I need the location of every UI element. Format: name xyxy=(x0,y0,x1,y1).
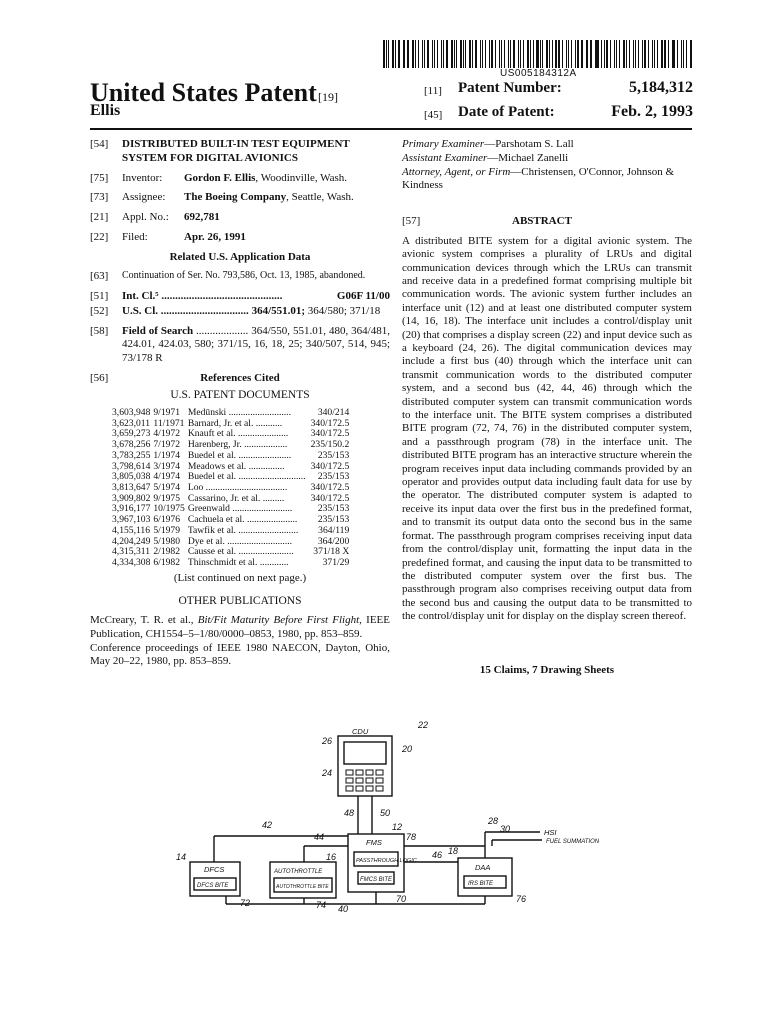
abstract-header: [57] ABSTRACT xyxy=(402,215,572,227)
patent-num: 4,315,311 xyxy=(112,546,151,558)
patent-name: Harenberg, Jr. .................. xyxy=(187,439,288,451)
date-code: [45] xyxy=(424,109,443,121)
patent-date: 6/1982 xyxy=(153,557,181,569)
int-cl-value: G06F 11/00 xyxy=(336,290,390,302)
ref-number: 48 xyxy=(344,808,355,818)
publication-1: McCreary, T. R. et al., Bit/Fit Maturity Before First Flight, IEEE Publication, CH1554–5–1/80/0000–0853, 1980, pp. 853–859. xyxy=(90,614,390,640)
patent-references-table xyxy=(112,408,352,569)
patent-name: Greenwald ......................... xyxy=(187,503,293,515)
barcode-bar xyxy=(422,40,424,68)
ref-number: 42 xyxy=(262,820,273,830)
ref-number: 20 xyxy=(402,744,413,754)
barcode-bar xyxy=(513,40,515,68)
barcode-bar xyxy=(575,40,576,68)
patent-num: 4,334,308 xyxy=(112,557,151,569)
patent-name: Buedel et al. ............................ xyxy=(187,471,306,483)
barcode-bar xyxy=(395,40,396,68)
patent-date: 11/1971 xyxy=(153,417,185,429)
barcode-bar xyxy=(626,40,627,68)
daa-label: DAA xyxy=(475,863,491,872)
barcode-bar xyxy=(392,40,394,68)
patent-cls: 340/172.5 xyxy=(310,460,350,472)
other-publications-heading: OTHER PUBLICATIONS xyxy=(178,594,302,607)
barcode-bar xyxy=(415,40,416,68)
barcode-bar xyxy=(596,40,598,68)
date-row xyxy=(424,106,442,122)
cdu-screen xyxy=(344,742,386,764)
list-continued: (List continued on next page.) xyxy=(173,571,307,584)
barcode-bar xyxy=(690,40,692,68)
barcode-bar xyxy=(555,40,557,68)
barcode-bar xyxy=(540,40,541,68)
barcode-bar xyxy=(499,40,501,68)
ref-number: 76 xyxy=(516,894,527,904)
fuel-label: FUEL SUMMATION xyxy=(546,839,600,845)
patent-num: 3,798,614 xyxy=(112,460,151,472)
barcode-bar xyxy=(606,40,608,68)
barcode-bar xyxy=(465,40,466,68)
header-rule xyxy=(90,128,692,130)
patent-date: 6/1976 xyxy=(153,514,181,526)
barcode-bar xyxy=(510,40,511,68)
ref-number: 46 xyxy=(432,850,443,860)
passthrough-label: PASSTHROUGH LOGIC xyxy=(356,858,417,864)
barcode-bar xyxy=(614,40,616,68)
barcode-bar xyxy=(644,40,646,68)
inventor-name: Gordon F. Ellis xyxy=(184,171,256,184)
system-diagram xyxy=(170,712,610,912)
assignee-name: The Boeing Company xyxy=(184,191,287,204)
us-cl-value: 364/551.01; xyxy=(251,304,306,317)
related-heading: Related U.S. Application Data xyxy=(169,250,311,263)
patent-cls: 235/153 xyxy=(317,514,350,526)
patent-num: 4,204,249 xyxy=(112,535,151,547)
patent-number: 5,184,312 xyxy=(629,79,693,96)
patent-cls: 371/18 X xyxy=(313,546,350,558)
irs-bite-label: IRS BITE xyxy=(468,881,494,887)
barcode-bar xyxy=(683,40,685,68)
barcode-bar xyxy=(533,40,534,68)
ref-number: 40 xyxy=(338,904,349,912)
patent-num: 3,805,038 xyxy=(112,471,151,483)
patent-date: 3/1974 xyxy=(153,460,181,472)
ref-number: 50 xyxy=(380,808,391,818)
dfcs-bite-label: DFCS BITE xyxy=(197,883,229,889)
patent-num: 3,909,802 xyxy=(112,492,151,504)
barcode-bar xyxy=(654,40,656,68)
title-field: [54] DISTRIBUTED BUILT-IN TEST EQUIPMENT SYSTEM FOR DIGITAL AVIONICS xyxy=(90,138,390,166)
fmcs-bite-label: FMCS BITE xyxy=(360,877,393,883)
barcode-bar xyxy=(668,40,669,68)
barcode-bar xyxy=(441,40,442,68)
barcode-bar xyxy=(398,40,400,68)
barcode-bar xyxy=(619,40,620,68)
ref-number: 12 xyxy=(392,822,403,832)
ref-number: 18 xyxy=(448,846,459,856)
assignee-field: [73] Assignee: The Boeing Company, Seattle, Wash. xyxy=(90,191,354,204)
refs-field: [56] References Cited xyxy=(90,372,390,386)
right-column xyxy=(402,138,692,677)
patent-name: Thinschmidt et al. ............ xyxy=(187,557,289,569)
patent-name: Knauft et al. ..................... xyxy=(187,428,289,440)
patent-number-label: Patent Number: xyxy=(458,80,562,96)
patent-date: 4/1974 xyxy=(153,471,181,483)
ref-number: 28 xyxy=(488,816,499,826)
patent-name: Buedel et al. ...................... xyxy=(187,449,292,461)
patent-reference-row xyxy=(112,451,352,462)
patent-num: 4,155,116 xyxy=(112,524,151,536)
patent-cls: 340/172.5 xyxy=(310,417,350,429)
barcode-bar xyxy=(571,40,572,68)
barcode-bar xyxy=(520,40,521,68)
barcode-bar xyxy=(482,40,483,68)
patent-num: 3,678,256 xyxy=(112,439,151,451)
patent-name: Loo .................................. xyxy=(187,482,288,494)
ref-number: 26 xyxy=(322,736,333,746)
barcode-bar xyxy=(549,40,550,68)
country-title: United States Patent xyxy=(90,78,317,107)
barcode-bar xyxy=(677,40,678,68)
barcode-bar xyxy=(432,40,433,68)
barcode-bar xyxy=(686,40,687,68)
barcode-bar xyxy=(518,40,519,68)
patent-num: 3,916,177 xyxy=(112,503,151,515)
barcode-bar xyxy=(495,40,496,68)
barcode-bar xyxy=(629,40,631,68)
ref-number: 24 xyxy=(322,768,333,778)
appl-number: 692,781 xyxy=(184,211,220,223)
ref-number: 74 xyxy=(316,900,327,910)
us-patent-docs-heading: U.S. PATENT DOCUMENTS xyxy=(170,388,310,401)
ref-number: 30 xyxy=(500,824,511,834)
cdu-label: CDU xyxy=(352,727,369,736)
barcode-bar xyxy=(463,40,464,68)
patent-cls: 235/150.2 xyxy=(310,439,350,451)
autothrottle-label: AUTOTHROTTLE xyxy=(274,869,323,875)
barcode-bar xyxy=(577,40,579,68)
ref-number: 22 xyxy=(418,720,429,730)
continuation-text: Continuation of Ser. No. 793,586, Oct. 13, 1985, abandoned. xyxy=(122,270,366,282)
patent-date: 1/1974 xyxy=(153,449,181,461)
barcode-bar xyxy=(456,40,457,68)
barcode-bar xyxy=(451,40,453,68)
abstract-text: A distributed BITE system for a digital avionic system. The avionic system comprises a plurality of LRUs and digital communication devices through which the LRUs can transmit and receive data in a predefined format comprising multiple bit communication words. The avionic system further includes an interface unit (12) and at least one distributed computer system (14, 16, 18). The interface unit includes a control/display unit (20) that comprises a display screen (22) and input device such as a keyboard (24, 26). The digital communication devices may include a first bus (40) through which the interface unit can transmit communication words to the distributed computer system, and a second bus (42, 44, 46) through which the distributed computer system can transmit communication words to the interface unit. The BITE system comprises a distributed BITE program (72, 74, 76) in the distributed computer system, and a passthrough program (78) in the interface unit. The distributed BITE program has an interactive structure wherein the program receives input data including commands provided by an operator and provides output data including fault data for use by the operator. The distributed computer system is adapted to receive its input data over the first bus in the predefined format, and to transmit its output data onto the second bus in the same format. The passthrough program comprises receiving input data from the control/display unit, formatting the input data in the predefined format, and causing the input data to be transmitted to the distributed computer system over the first bus. The passthrough program also comprises receiving output data from the second bus and causing the output data to be transmitted to the control/display unit for display on the display screen thereof. xyxy=(402,234,692,623)
barcode-bar xyxy=(623,40,625,68)
ref-number: 78 xyxy=(406,832,417,842)
left-column xyxy=(90,138,390,669)
barcode-bar xyxy=(489,40,490,68)
inventor-surname: Ellis xyxy=(90,102,121,119)
filed-date: Apr. 26, 1991 xyxy=(184,230,246,243)
barcode-bar xyxy=(475,40,477,68)
patent-cls: 235/153 xyxy=(317,503,350,515)
publication-2: Conference proceedings of IEEE 1980 NAECON, Dayton, Ohio, May 20–22, 1980, pp. 853–859. xyxy=(90,641,390,668)
assistant-examiner: Assistant Examiner—Michael Zanelli xyxy=(402,151,569,164)
date-label: Date of Patent: xyxy=(458,104,555,120)
barcode-bar xyxy=(427,40,429,68)
patent-name: Meadows et al. ............... xyxy=(187,460,285,472)
patent-cls: 371/29 xyxy=(322,557,350,569)
barcode-bar xyxy=(403,40,404,68)
fms-label: FMS xyxy=(366,838,382,847)
hsi-label: HSI xyxy=(544,828,557,837)
barcode-bar xyxy=(501,40,502,68)
barcode-bar xyxy=(581,40,583,68)
barcode-bar xyxy=(460,40,462,68)
barcode-bar xyxy=(633,40,634,68)
patent-reference-row xyxy=(112,408,352,419)
intcl-field: [51] Int. Cl.⁵ ............................................ G06F 11/00 xyxy=(90,290,390,302)
patent-cls: 235/153 xyxy=(317,449,350,461)
appl-field: [21] Appl. No.: 692,781 xyxy=(90,211,220,223)
barcode-bar xyxy=(480,40,482,68)
ref-number: 14 xyxy=(176,852,187,862)
ref-number: 16 xyxy=(326,852,337,862)
patent-name: Causse et al. ....................... xyxy=(187,546,294,558)
patent-cls: 340/172.5 xyxy=(310,482,350,494)
patent-cls: 235/153 xyxy=(317,471,350,483)
patent-num: 3,783,255 xyxy=(112,449,151,461)
barcode-bar xyxy=(418,40,419,68)
barcode-bar xyxy=(508,40,510,68)
patent-date: 7/1972 xyxy=(153,439,181,451)
barcode-bar xyxy=(443,40,444,68)
patent-cls: 364/119 xyxy=(318,524,350,536)
barcode-bar xyxy=(485,40,486,68)
uscl-field: [52] U.S. Cl. ................................ 364/551.01; 364/580; 371/18 xyxy=(90,304,381,317)
barcode-bar xyxy=(638,40,640,68)
patent-date: 10/1975 xyxy=(153,503,185,515)
barcode-bar xyxy=(657,40,658,68)
patent-number-code: [11] xyxy=(424,85,442,97)
barcode-bar xyxy=(590,40,592,68)
patent-num: 3,623,011 xyxy=(112,417,151,429)
barcode-bar xyxy=(661,40,663,68)
barcode-bar xyxy=(424,40,425,68)
patent-name: Cassarino, Jr. et al. ......... xyxy=(187,492,285,504)
invention-title: DISTRIBUTED BUILT-IN TEST EQUIPMENT SYSTEM FOR DIGITAL AVIONICS xyxy=(122,138,350,164)
barcode-bar xyxy=(412,40,414,68)
patent-cls: 340/172.5 xyxy=(310,492,350,504)
barcode-bar xyxy=(434,40,435,68)
references-heading: References Cited xyxy=(200,371,280,384)
barcode-bar xyxy=(635,40,636,68)
patent-number-row xyxy=(424,82,442,98)
barcode-bar xyxy=(610,40,611,68)
barcode-bar xyxy=(562,40,563,68)
ref-number: 70 xyxy=(396,894,407,904)
barcode-bar xyxy=(523,40,525,68)
barcode-bar xyxy=(672,40,673,68)
barcode-bar xyxy=(446,40,448,68)
autothrottle-bite-label: AUTOTHROTTLE BITE xyxy=(276,884,329,890)
barcode-bar xyxy=(454,40,455,68)
field-of-search: [58] Field of Search ................... 364/550, 551.01, 480, 364/481, 424.01, 424.03, 580; 371/15, 16, 18, 25; 340/507, 514, 945; 73/178 R xyxy=(90,324,390,364)
claims-count: 15 Claims, 7 Drawing Sheets xyxy=(479,663,615,676)
barcode-bar xyxy=(648,40,649,68)
barcode-bar xyxy=(546,40,548,68)
barcode-bar xyxy=(681,40,682,68)
barcode-bar xyxy=(407,40,409,68)
barcode-bar xyxy=(386,40,387,68)
patent-date: Feb. 2, 1993 xyxy=(611,103,693,120)
barcode xyxy=(383,40,693,68)
barcode-bar xyxy=(566,40,567,68)
patent-date: 5/1979 xyxy=(153,524,181,536)
barcode-bar xyxy=(542,40,543,68)
barcode-bar xyxy=(673,40,675,68)
patent-cls: 364/200 xyxy=(317,535,350,547)
barcode-bar xyxy=(616,40,617,68)
attorney: Attorney, Agent, or Firm—Christensen, O'Connor, Johnson & Kindness xyxy=(402,165,675,192)
ref-number: 44 xyxy=(314,832,325,842)
patent-reference-row xyxy=(112,558,352,569)
patent-name: Cachuela et al. ..................... xyxy=(187,514,298,526)
barcode-bar xyxy=(664,40,666,68)
patent-date: 4/1972 xyxy=(153,428,181,440)
barcode-bar xyxy=(388,40,389,68)
barcode-bar xyxy=(552,40,553,68)
barcode-bar xyxy=(437,40,439,68)
patent-date: 5/1974 xyxy=(153,482,181,494)
barcode-bar xyxy=(536,40,538,68)
barcode-bar xyxy=(527,40,529,68)
patent-cls: 340/214 xyxy=(317,406,350,418)
patent-num: 3,659,273 xyxy=(112,428,151,440)
patent-name: Barnard, Jr. et al. ........... xyxy=(187,417,283,429)
patent-cls: 340/172.5 xyxy=(310,428,350,440)
ref-number: 72 xyxy=(240,898,251,908)
barcode-bar xyxy=(504,40,505,68)
filed-field: [22] Filed: Apr. 26, 1991 xyxy=(90,230,246,243)
abstract-heading: ABSTRACT xyxy=(512,215,572,227)
inventor-field: [75] Inventor: Gordon F. Ellis, Woodinville, Wash. xyxy=(90,171,348,184)
barcode-bar xyxy=(404,40,405,68)
country-code: [19] xyxy=(318,90,338,104)
barcode-bar xyxy=(530,40,531,68)
barcode-bar xyxy=(491,40,493,68)
patent-date: 2/1982 xyxy=(153,546,181,558)
cdu-keyboard xyxy=(346,770,383,791)
patent-name: Medūnski .......................... xyxy=(187,406,291,418)
barcode-bar xyxy=(601,40,602,68)
patent-name: Dye et al. ........................... xyxy=(187,535,293,547)
barcode-bar xyxy=(383,40,385,68)
document-number: US005184312A xyxy=(500,68,577,79)
barcode-bar xyxy=(642,40,643,68)
primary-examiner: Primary Examiner—Parshotam S. Lall xyxy=(402,138,574,150)
continuation-field: [63] Continuation of Ser. No. 793,586, Oct. 13, 1985, abandoned. xyxy=(90,270,390,284)
patent-name: Tawfik et al. ......................... xyxy=(187,524,299,536)
barcode-bar xyxy=(558,40,560,68)
barcode-bar xyxy=(587,40,588,68)
barcode-bar xyxy=(595,40,596,68)
patent-date: 5/1980 xyxy=(153,535,181,547)
patent-num: 3,813,647 xyxy=(112,482,151,494)
patent-date: 9/1971 xyxy=(153,406,181,418)
patent-num: 3,603,948 xyxy=(112,406,151,418)
patent-date: 9/1975 xyxy=(153,492,181,504)
barcode-bar xyxy=(586,40,587,68)
barcode-bar xyxy=(652,40,653,68)
barcode-bar xyxy=(469,40,471,68)
barcode-bar xyxy=(604,40,605,68)
barcode-bar xyxy=(472,40,473,68)
patent-num: 3,967,103 xyxy=(112,514,151,526)
dfcs-label: DFCS xyxy=(204,865,225,874)
barcode-bar xyxy=(568,40,570,68)
